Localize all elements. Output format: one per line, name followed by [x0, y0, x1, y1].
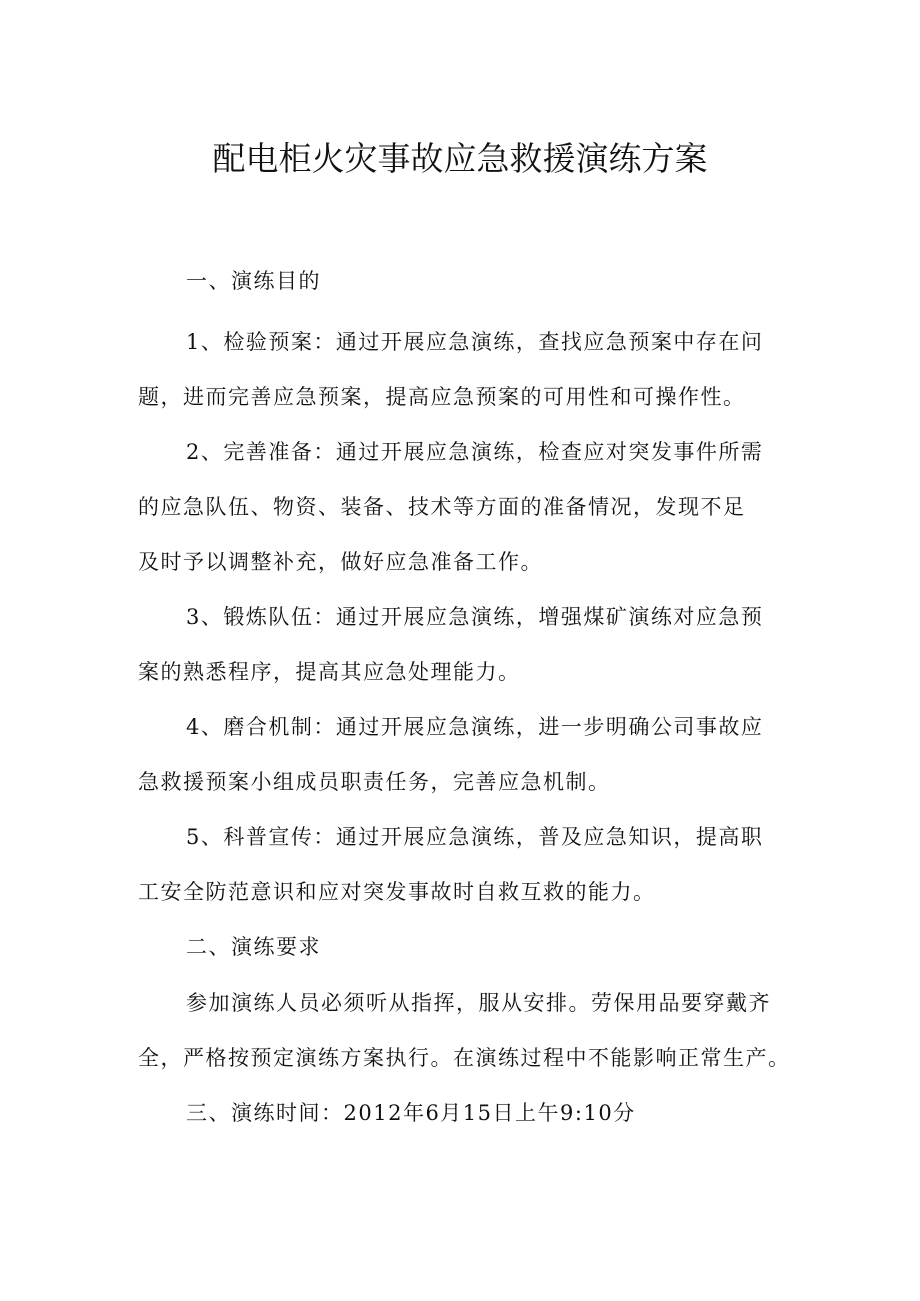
paragraph-science-publicity — [138, 810, 788, 920]
paragraph-line: 1、检验预案：通过开展应急演练，查找应急预案中存在问 — [186, 330, 764, 354]
paragraph-line: 5、科普宣传：通过开展应急演练，普及应急知识，提高职 — [186, 825, 764, 849]
paragraph-requirements — [138, 976, 791, 1086]
section-heading-text: 一、演练目的 — [186, 269, 321, 293]
paragraph-line: 2、完善准备：通过开展应急演练，检查应对突发事件所需 — [186, 440, 764, 464]
paragraph-line: 及时予以调整补充，做好应急准备工作。 — [138, 550, 543, 574]
paragraph-line: 工安全防范意识和应对突发事故时自救互救的能力。 — [138, 880, 656, 904]
paragraph-run-in-mechanism — [138, 700, 788, 810]
section-heading-requirements — [138, 920, 788, 975]
section-heading-text: 三、演练时间：2012年6月15日上午9:10分 — [186, 1101, 636, 1125]
document-title: 配电柜火灾事故应急救援演练方案 — [212, 139, 708, 178]
paragraph-line: 全，严格按预定演练方案执行。在演练过程中不能影响正常生产。 — [138, 1046, 791, 1070]
paragraph-line: 3、锻炼队伍：通过开展应急演练，增强煤矿演练对应急预 — [186, 605, 764, 629]
paragraph-line: 题，进而完善应急预案，提高应急预案的可用性和可操作性。 — [138, 385, 746, 409]
paragraph-line: 案的熟悉程序，提高其应急处理能力。 — [138, 660, 521, 684]
paragraph-line: 急救援预案小组成员职责任务，完善应急机制。 — [138, 770, 611, 794]
section-heading-purpose — [138, 254, 788, 309]
paragraph-verify-plan — [138, 315, 788, 425]
paragraph-line: 的应急队伍、物资、装备、技术等方面的准备情况，发现不足 — [138, 495, 746, 519]
paragraph-line: 参加演练人员必须听从指挥，服从安排。劳保用品要穿戴齐 — [186, 991, 771, 1015]
section-heading-text: 二、演练要求 — [186, 935, 321, 959]
section-heading-time — [138, 1086, 788, 1141]
paragraph-line: 4、磨合机制：通过开展应急演练，进一步明确公司事故应 — [186, 715, 764, 739]
paragraph-train-team — [138, 590, 788, 700]
paragraph-improve-preparation — [138, 425, 788, 590]
